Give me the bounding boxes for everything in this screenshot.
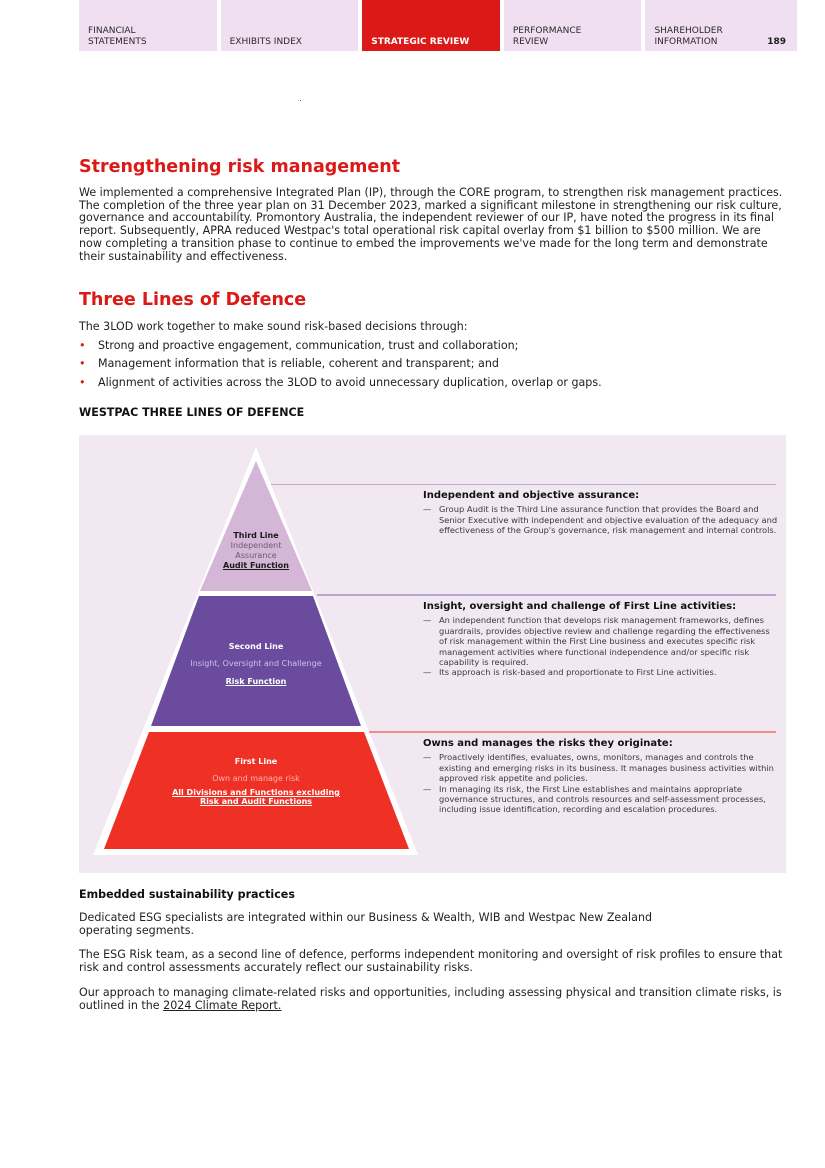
description-title: Insight, oversight and challenge of First Line activities: — [423, 601, 737, 612]
three-lines-bullet-list — [79, 339, 785, 394]
top-navigation — [79, 0, 797, 51]
section-title-three-lines: Three Lines of Defence — [79, 290, 307, 310]
tab-label: STRATEGIC REVIEW — [371, 36, 470, 47]
dash-icon: — — [423, 667, 432, 678]
tab-label: EXHIBITS INDEX — [229, 36, 302, 47]
stray-dot — [300, 100, 301, 101]
section-title-risk-management: Strengthening risk management — [79, 157, 401, 177]
page-number: 189 — [767, 36, 786, 47]
tab-financial-statements[interactable] — [79, 0, 217, 51]
list-item: — Group Audit is the Third Line assurance function that provides the Board and Senior Executive with independent and objective evaluation of the adequacy and effectiveness of the Group's governance, risk management and internal controls. — [423, 504, 778, 536]
tab-shareholder-information[interactable] — [645, 0, 797, 51]
third-line-label: Third Line Independent Assurance Audit Function — [211, 531, 301, 571]
tab-performance-review[interactable] — [504, 0, 642, 51]
tab-strategic-review[interactable] — [362, 0, 500, 51]
list-item: — An independent function that develops risk management frameworks, defines guardrails, provides objective review and challenge regarding the effectiveness of risk management within the First Line business and executes specific risk management activities where functional independence and/or specific risk capability is required. — [423, 615, 770, 668]
sustainability-paragraph-3: Our approach to managing climate-related risks and opportunities, including assessing physical and transition climate risks, is outlined in the 2024 Climate Report. — [79, 986, 782, 1012]
second-line-label: Second Line Insight, Oversight and Challenge Risk Function — [176, 642, 336, 687]
description-title: Owns and manages the risks they originate: — [423, 738, 673, 749]
dash-icon: — — [423, 504, 432, 515]
bullet-icon: • — [79, 357, 86, 371]
list-item: • Alignment of activities across the 3LOD to avoid unnecessary duplication, overlap or gaps. — [79, 375, 602, 389]
sustainability-heading: Embedded sustainability practices — [79, 888, 295, 901]
dash-icon: — — [423, 783, 432, 794]
audit-function-link[interactable]: Audit Function — [223, 561, 289, 570]
list-item: — In managing its risk, the First Line establishes and maintains appropriate governance structures, and controls resources and self-assessment processes, including issue identification, recording and escalation procedures. — [423, 783, 766, 815]
risk-function-link[interactable]: Risk Function — [225, 677, 287, 686]
dash-icon: — — [423, 615, 432, 626]
description-title: Independent and objective assurance: — [423, 490, 640, 501]
list-item: — Proactively identifies, evaluates, owns, monitors, manages and controls the existing and emerging risks in its business. It manages business activities within approved risk appetite and policies. — [423, 752, 774, 784]
list-item: — Its approach is risk-based and proportionate to First Line activities. — [423, 667, 717, 678]
climate-report-link[interactable]: 2024 Climate Report. — [163, 998, 282, 1012]
sustainability-paragraph-2: The ESG Risk team, as a second line of defence, performs independent monitoring and oversight of risk profiles to ensure that risk and control assessments accurately reflect our sustainability risks. — [79, 948, 783, 974]
third-line-description — [423, 491, 779, 536]
tab-label: PERFORMANCE REVIEW — [512, 26, 582, 47]
sustainability-paragraph-1: Dedicated ESG specialists are integrated within our Business & Wealth, WIB and Westpac New Zealand operating segments. — [79, 911, 653, 937]
list-item: • Strong and proactive engagement, communication, trust and collaboration; — [79, 339, 519, 352]
tab-label: FINANCIAL STATEMENTS — [88, 26, 147, 47]
three-lines-intro: The 3LOD work together to make sound risk-based decisions through: — [79, 320, 468, 333]
list-item: • Management information that is reliable, coherent and transparent; and — [79, 357, 499, 371]
diagram-heading: WESTPAC THREE LINES OF DEFENCE — [79, 406, 305, 419]
all-divisions-link[interactable]: All Divisions and Functions excluding Risk and Audit Functions — [172, 788, 340, 806]
second-line-description — [423, 602, 779, 678]
tab-exhibits-index[interactable] — [221, 0, 359, 51]
first-line-description — [423, 739, 779, 815]
risk-management-paragraph: We implemented a comprehensive Integrated Plan (IP), through the CORE program, to strengthen risk management practices. The completion of the three year plan on 31 December 2023, marked a significant milestone in strengthening our risk culture, governance and accountability. Promontory Australia, the independent reviewer of our IP, have noted the progress in its final report. Subsequently, APRA reduced Westpac's total operational risk capital overlay from $1 billion to $500 million. We are now completing a transition phase to continue to embed the improvements we've made for the long term and demonstrate their sustainability and effectiveness. — [79, 186, 783, 263]
dash-icon: — — [423, 752, 432, 763]
first-line-label: First Line Own and manage risk All Divisions and Functions excluding Risk and Audit Functions — [172, 757, 340, 806]
bullet-icon: • — [79, 339, 86, 352]
tab-label: SHAREHOLDER INFORMATION — [654, 26, 723, 47]
bullet-icon: • — [79, 375, 86, 389]
three-lines-diagram — [79, 435, 786, 873]
third-line-tier — [200, 461, 312, 591]
